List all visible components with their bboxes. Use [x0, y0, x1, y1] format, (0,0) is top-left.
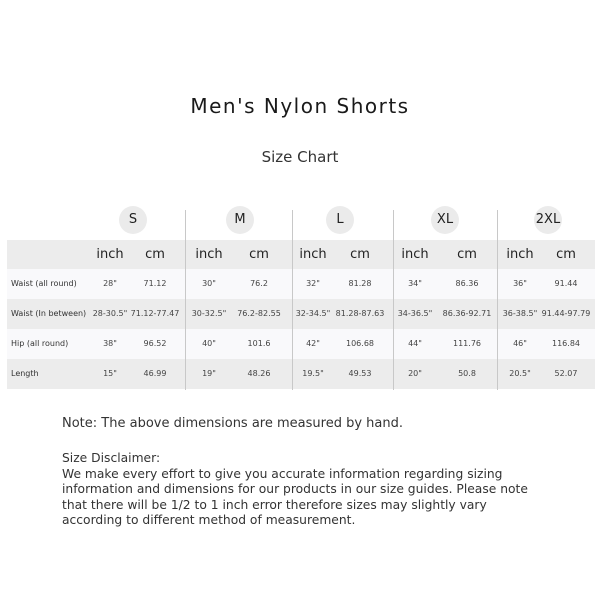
size-badge-xl: XL	[431, 206, 459, 234]
unit-header-row	[7, 240, 595, 270]
cell-cm: 76.2-82.55	[237, 309, 281, 318]
cell-inch: 42"	[306, 339, 320, 348]
cell-inch: 36"	[513, 279, 527, 288]
cell-inch: 32-34.5"	[295, 309, 331, 318]
row-label: Hip (all round)	[11, 339, 69, 348]
cell-inch: 44"	[408, 339, 422, 348]
cell-inch: 30"	[202, 279, 216, 288]
cell-inch: 20.5"	[509, 369, 531, 378]
table-row	[7, 359, 595, 389]
cell-inch: 40"	[202, 339, 216, 348]
cell-cm: 81.28-87.63	[335, 309, 385, 318]
row-label: Waist (In between)	[11, 309, 87, 318]
unit-inch-2xl: inch	[506, 247, 534, 262]
cell-cm: 49.53	[348, 369, 372, 378]
cell-inch: 34"	[408, 279, 422, 288]
page-title: Men's Nylon Shorts	[190, 94, 410, 118]
cell-inch: 20"	[408, 369, 422, 378]
cell-cm: 50.8	[458, 369, 476, 378]
page-subtitle: Size Chart	[261, 148, 339, 166]
row-label: Length	[11, 369, 39, 378]
cell-inch: 28"	[103, 279, 117, 288]
cell-cm: 91.44	[554, 279, 578, 288]
unit-inch-s: inch	[96, 247, 124, 262]
cell-inch: 38"	[103, 339, 117, 348]
unit-cm-xl: cm	[457, 247, 477, 262]
size-badge-2xl: 2XL	[534, 206, 562, 234]
size-badge-s: S	[119, 206, 147, 234]
cell-cm: 46.99	[143, 369, 167, 378]
unit-cm-s: cm	[145, 247, 165, 262]
cell-inch: 15"	[103, 369, 117, 378]
cell-inch: 19"	[202, 369, 216, 378]
cell-inch: 32"	[306, 279, 320, 288]
size-badge-l: L	[326, 206, 354, 234]
table-row	[7, 299, 595, 329]
cell-cm: 71.12	[143, 279, 167, 288]
column-divider	[497, 210, 498, 390]
column-divider	[185, 210, 186, 390]
column-divider	[292, 210, 293, 390]
cell-cm: 116.84	[552, 339, 580, 348]
row-label: Waist (all round)	[11, 279, 77, 288]
cell-cm: 111.76	[453, 339, 481, 348]
measurement-note: Note: The above dimensions are measured by hand.	[62, 416, 403, 431]
size-badge-m: M	[226, 206, 254, 234]
unit-cm-2xl: cm	[556, 247, 576, 262]
cell-cm: 96.52	[143, 339, 167, 348]
cell-inch: 28-30.5"	[92, 309, 128, 318]
disclaimer-text: We make every effort to give you accurate information regarding sizing information and dimensions for our products in our size guides. Please note that there will be 1/2 to 1 inch error therefore sizes may slightly vary according to different method of measurement.	[62, 466, 528, 527]
table-row	[7, 269, 595, 299]
cell-inch: 46"	[513, 339, 527, 348]
cell-cm: 91.44-97.79	[541, 309, 591, 318]
column-divider	[393, 210, 394, 390]
unit-inch-xl: inch	[401, 247, 429, 262]
disclaimer-title: Size Disclaimer:	[62, 451, 161, 465]
cell-inch: 36-38.5"	[502, 309, 538, 318]
cell-cm: 106.68	[346, 339, 374, 348]
unit-inch-l: inch	[299, 247, 327, 262]
cell-cm: 101.6	[247, 339, 271, 348]
unit-inch-m: inch	[195, 247, 223, 262]
cell-cm: 86.36-92.71	[442, 309, 492, 318]
unit-cm-m: cm	[249, 247, 269, 262]
size-disclaimer	[62, 451, 542, 529]
cell-cm: 71.12-77.47	[130, 309, 180, 318]
cell-inch: 34-36.5"	[397, 309, 433, 318]
cell-cm: 76.2	[250, 279, 268, 288]
cell-cm: 48.26	[247, 369, 271, 378]
table-row	[7, 329, 595, 359]
unit-cm-l: cm	[350, 247, 370, 262]
cell-inch: 30-32.5"	[191, 309, 227, 318]
cell-cm: 86.36	[455, 279, 479, 288]
cell-inch: 19.5"	[302, 369, 324, 378]
cell-cm: 81.28	[348, 279, 372, 288]
cell-cm: 52.07	[554, 369, 578, 378]
